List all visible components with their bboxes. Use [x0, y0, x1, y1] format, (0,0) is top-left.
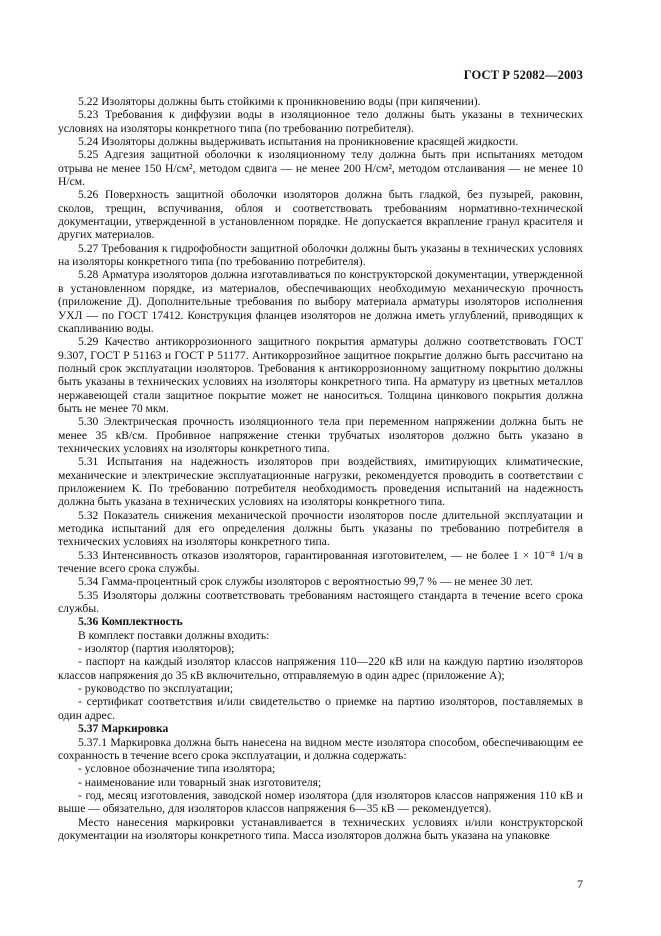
paragraph-5-28: 5.28 Арматура изоляторов должна изготавливаться по конструкторской документации, утвержденной в установленном порядке, из материалов, обеспечивающих необходимую механическую прочность (приложение Д). Дополнительные требования по выбору материала арматуры изоляторов исполнения УХЛ — по ГОСТ 17412. Конструкция фланцев изоляторов не должна иметь углублений, приводящих к скапливанию воды.: [58, 268, 583, 335]
paragraph-5-29: 5.29 Качество антикоррозионного защитного покрытия арматуры должно соответствовать ГОСТ 9.307, ГОСТ Р 51163 и ГОСТ Р 51177. Антикоррозийное защитное покрытие должно быть рассчитано на полный срок эксплуатации изоляторов. Требования к антикоррозионному защитному покрытию должны быть указаны в технических условиях на изоляторы конкретного типа. На арматуру из цветных металлов нержавеющей стали защитное покрытие может не наноситься. Толщина цинкового покрытия должна быть не менее 70 мкм.: [58, 335, 583, 415]
section-heading-marking: 5.37 Маркировка: [78, 722, 169, 736]
paragraph-5-32: 5.32 Показатель снижения механической прочности изоляторов после длительной эксплуатации и методика испытаний для его определения должны быть указаны по требованию потребителя в технических условиях на изоляторы конкретного типа.: [58, 508, 583, 549]
paragraph-5-27: 5.27 Требования к гидрофобности защитной оболочки должны быть указаны в технических условиях на изоляторы конкретного типа (по требованию потребителя).: [58, 241, 583, 269]
marking-item: - год, месяц изготовления, заводской номер изолятора (для изоляторов классов напряжения 110 кВ и выше — обязательно, для изоляторов классов напряжения 6—35 кВ — рекомендуется).: [58, 788, 583, 816]
marking-item: - наименование или товарный знак изготовителя;: [78, 775, 322, 789]
document-body: [58, 95, 583, 842]
marking-location-paragraph: Место нанесения маркировки устанавливается в технических условиях и/или конструкторской документации на изоляторы конкретного типа. Масса изоляторов должна быть указана на упаковке: [58, 815, 583, 842]
paragraph-5-26: 5.26 Поверхность защитной оболочки изоляторов должна быть гладкой, без пузырей, раковин, сколов, трещин, вспучивания, облоя и соответствовать требованиям нормативно-технической документации, утвержденной в установленном порядке. Не допускается вкрапление гранул красителя и других материалов.: [58, 188, 583, 242]
marking-paragraph: 5.37.1 Маркировка должна быть нанесена на видном месте изолятора способом, обеспечивающим ее сохранность в течение всего срока эксплуатации, и должна содержать:: [58, 735, 583, 762]
standard-header: ГОСТ Р 52082—2003: [463, 68, 583, 82]
paragraph-5-34: 5.34 Гамма-процентный срок службы изоляторов с вероятностью 99,7 % — не менее 30 лет.: [78, 575, 533, 589]
completeness-item: - изолятор (партия изоляторов);: [78, 642, 235, 656]
paragraph-5-24: 5.24 Изоляторы должны выдерживать испытания на проникновение красящей жидкости.: [78, 135, 519, 149]
paragraph-5-31: 5.31 Испытания на надежность изоляторов при воздействиях, имитирующих климатические, механические и электрические эксплуатационные нагрузки, рекомендуется проводить в соответствии с приложением К. По требованию потребителя необходимость проведения испытаний на надежность должна быть указана в технических условиях на изоляторы конкретного типа.: [58, 455, 583, 509]
paragraph-5-22: 5.22 Изоляторы должны быть стойкими к проникновению воды (при кипячении).: [78, 95, 481, 108]
completeness-intro: В комплект поставки должны входить:: [78, 628, 270, 642]
paragraph-5-35: 5.35 Изоляторы должны соответствовать требованиям настоящего стандарта в течение всего срока службы.: [58, 588, 583, 616]
completeness-item: - сертификат соответствия и/или свидетельство о приемке на партию изоляторов, поставляемых в один адрес.: [58, 695, 583, 722]
page-number: 7: [577, 877, 583, 891]
completeness-item: - паспорт на каждый изолятор классов напряжения 110—220 кВ или на каждую партию изоляторов классов напряжения до 35 кВ включительно, отправляемую в один адрес (приложение А);: [58, 655, 583, 682]
paragraph-5-33: 5.33 Интенсивность отказов изоляторов, гарантированная изготовителем, — не более 1 × 10⁻⁸ 1/ч в течение всего срока службы.: [58, 548, 583, 576]
paragraph-5-30: 5.30 Электрическая прочность изоляционного тела при переменном напряжении должна быть не менее 35 кВ/см. Пробивное напряжение стенки трубчатых изоляторов должно быть указано в технических условиях на изоляторы конкретного типа.: [58, 415, 583, 455]
completeness-item: - руководство по эксплуатации;: [78, 682, 234, 696]
paragraph-5-25: 5.25 Адгезия защитной оболочки к изоляционному телу должна быть при испытаниях методом отрыва не менее 150 Н/см², методом сдвига — не менее 200 Н/см², методом отслаивания — не менее 10 Н/см.: [58, 148, 583, 189]
section-heading-completeness: 5.36 Комплектность: [78, 615, 183, 629]
marking-item: - условное обозначение типа изолятора;: [78, 762, 276, 776]
paragraph-5-23: 5.23 Требования к диффузии воды в изоляционное тело должны быть указаны в технических условиях на изоляторы конкретного типа (по требованию потребителя).: [58, 108, 583, 135]
